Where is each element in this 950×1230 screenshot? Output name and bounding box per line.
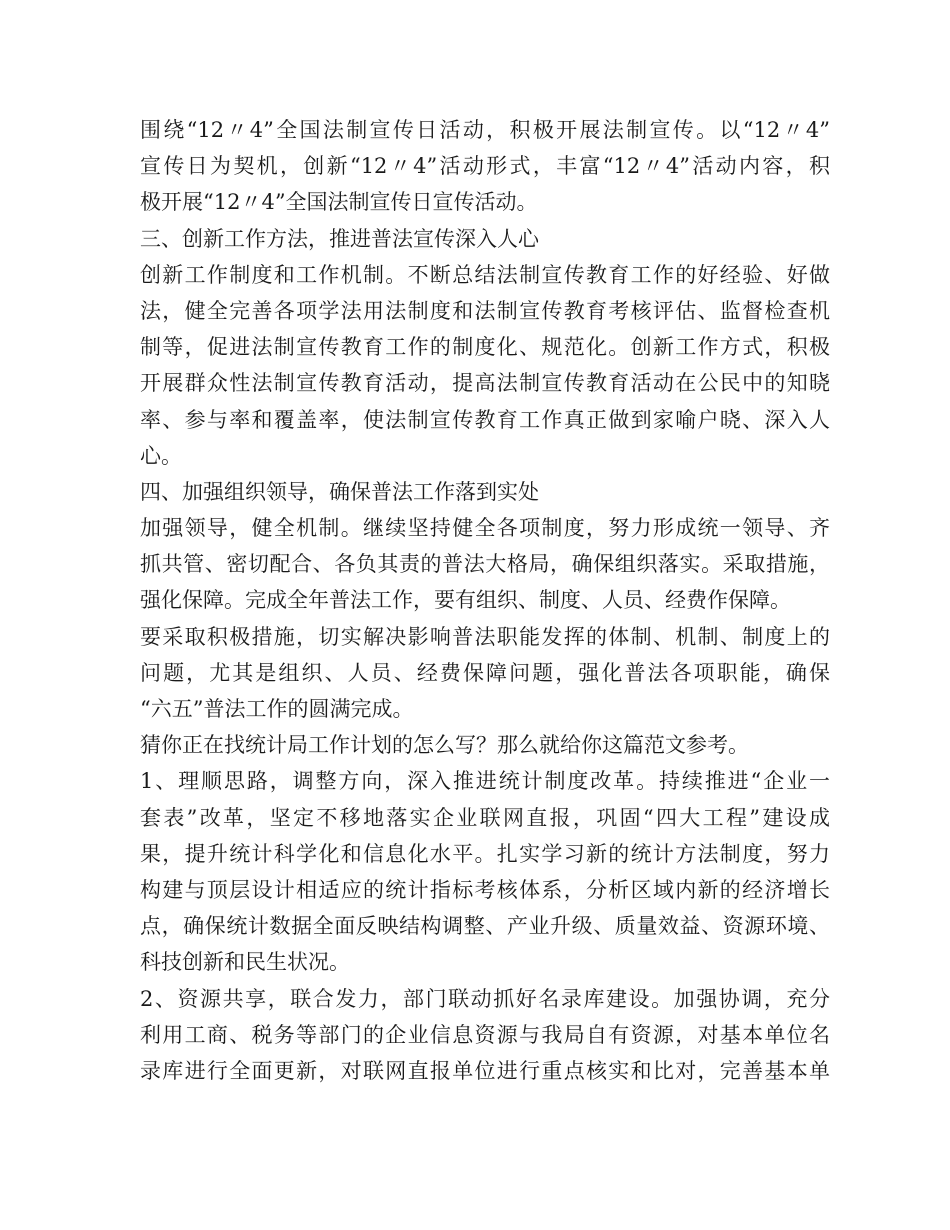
text-line: 加强领导，健全机制。继续坚持健全各项制度，努力形成统一领导、齐	[140, 516, 830, 541]
text-line: “六五”普法工作的圆满完成。	[140, 697, 414, 721]
text-line: 抓共管、密切配合、各负其责的普法大格局，确保组织落实。采取措施，	[140, 552, 830, 577]
text-line: 要采取积极措施，切实解决影响普法职能发挥的体制、机制、制度上的	[140, 624, 830, 649]
text-line: 创新工作制度和工作机制。不断总结法制宣传教育工作的好经验、好做	[140, 262, 830, 287]
text-line: 录库进行全面更新，对联网直报单位进行重点核实和比对，完善基本单	[140, 1058, 830, 1083]
text-line: 构建与顶层设计相适应的统计指标考核体系，分析区域内新的经济增长	[140, 877, 830, 902]
text-line: 猜你正在找统计局工作计划的怎么写？那么就给你这篇范文参考。	[140, 733, 749, 758]
text-line: 套表”改革，坚定不移地落实企业联网直报，巩固“四大工程”建设成	[140, 805, 830, 830]
text-line: 开展群众性法制宣传教育活动，提高法制宣传教育活动在公民中的知晓	[140, 371, 830, 396]
text-line: 率、参与率和覆盖率，使法制宣传教育工作真正做到家喻户晓、深入人	[140, 407, 830, 432]
text-line: 利用工商、税务等部门的企业信息资源与我局自有资源，对基本单位名	[140, 1022, 830, 1047]
text-line: 三、创新工作方法，推进普法宣传深入人心	[140, 226, 539, 251]
text-line: 果，提升统计科学化和信息化水平。扎实学习新的统计方法制度，努力	[140, 841, 830, 866]
text-line: 科技创新和民生状况。	[140, 950, 350, 975]
text-line: 心。	[140, 443, 182, 468]
document-body	[140, 112, 830, 1089]
text-line: 宣传日为契机，创新“12〃4”活动形式，丰富“12〃4”活动内容，积	[140, 154, 830, 179]
text-line: 2、资源共享，联合发力，部门联动抓好名录库建设。加强协调，充分	[140, 986, 830, 1011]
text-line: 强化保障。完成全年普法工作，要有组织、制度、人员、经费作保障。	[140, 588, 791, 613]
text-line: 极开展“12〃4”全国法制宣传日宣传活动。	[140, 190, 538, 215]
text-line: 法，健全完善各项学法用法制度和法制宣传教育考核评估、监督检查机	[140, 298, 830, 323]
text-line: 点，确保统计数据全面反映结构调整、产业升级、质量效益、资源环境、	[140, 914, 830, 939]
text-line: 围绕“12〃4”全国法制宣传日活动，积极开展法制宣传。以“12〃4”	[140, 118, 830, 142]
text-line: 问题，尤其是组织、人员、经费保障问题，强化普法各项职能，确保	[140, 660, 830, 685]
text-line: 1、理顺思路，调整方向，深入推进统计制度改革。持续推进“企业一	[140, 769, 830, 794]
text-line: 四、加强组织领导，确保普法工作落到实处	[140, 479, 539, 504]
text-line: 制等，促进法制宣传教育工作的制度化、规范化。创新工作方式，积极	[140, 335, 830, 360]
